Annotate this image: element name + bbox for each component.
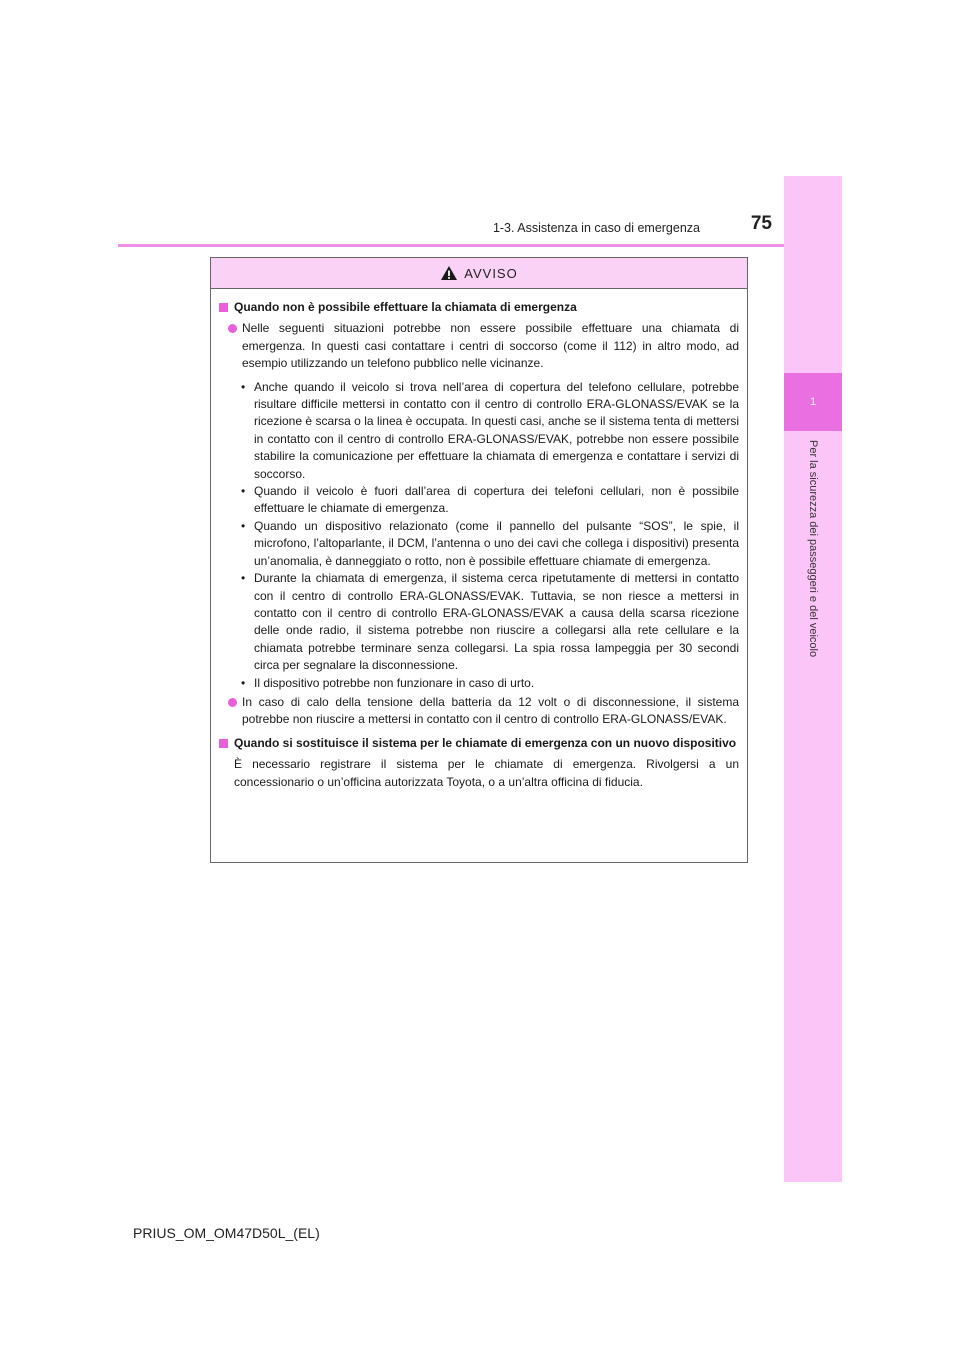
list-item	[241, 379, 739, 483]
list-item-text: Quando il veicolo è fuori dall’area di copertura dei telefoni cellulari, non è possibile effettuare le chiamate di emergenza.	[254, 484, 739, 516]
warning-body	[211, 289, 747, 791]
circle-item	[228, 694, 739, 729]
chapter-number-box	[784, 373, 842, 431]
chapter-side-tab	[784, 176, 842, 1182]
section-heading-text: Quando si sostituisce il sistema per le chiamate di emergenza con un nuovo dispositivo	[234, 735, 737, 750]
list-item	[241, 570, 739, 674]
list-item	[241, 518, 739, 570]
section-heading	[219, 735, 739, 752]
sub-list	[241, 379, 739, 692]
list-item-text: Il dispositivo potrebbe non funzionare in caso di urto.	[254, 675, 535, 690]
list-item-text: Anche quando il veicolo si trova nell’area di copertura del telefono cellulare, potrebbe risultare difficile mettersi in contatto con il centro di controllo ERA-GLONASS/EVAK se la ricezione è scarsa o la linea è occupata. In questi casi, anche se il sistema tenta di mettersi in contatto con il centro di controllo ERA-GLONASS/EVAK, potrebbe non essere possibile stabilire la comunicazione per effettuare la chiamata di emergenza e contattare i servizi di soccorso.	[254, 379, 739, 481]
chapter-title: Per la sicurezza dei passeggeri e del veicolo	[807, 440, 819, 658]
bullet: •	[241, 518, 246, 533]
section-paragraph: È necessario registrare il sistema per le chiamate di emergenza. Rivolgersi a un concessionario o un’officina autorizzata Toyota, o a un’altra officina di fiducia.	[234, 757, 739, 789]
circle-item	[228, 320, 739, 372]
warning-triangle-icon	[440, 265, 458, 281]
circle-item-text: Nelle seguenti situazioni potrebbe non essere possibile effettuare una chiamata di emergenza. In questi casi contattare i centri di soccorso (come il 112) in altro modo, ad esempio utilizzando un telefono pubblico nelle vicinanze.	[242, 321, 739, 371]
list-item-text: Durante la chiamata di emergenza, il sistema cerca ripetutamente di mettersi in contatto con il centro di controllo ERA-GLONASS/EVAK. Tuttavia, se non riesce a mettersi in contatto con il centro di controllo ERA-GLONASS/EVAK a causa della scarsa ricezione delle onde radio, il sistema potrebbe non riuscire a collegarsi alla rete cellulare e la chiamata potrebbe terminare senza collegarsi. La spia rossa lampeggia per 30 secondi circa per segnalare la disconnessione.	[254, 571, 739, 673]
warning-box	[210, 257, 748, 863]
document-code: PRIUS_OM_OM47D50L_(EL)	[133, 1225, 320, 1241]
bullet: •	[241, 379, 246, 394]
circle-item-text: In caso di calo della tensione della batteria da 12 volt o di disconnessione, il sistema potrebbe non riuscire a mettersi in contatto con il centro di controllo ERA-GLONASS/EVAK.	[242, 694, 739, 727]
bullet: •	[241, 675, 246, 690]
page-number: 75	[750, 213, 772, 234]
list-item	[241, 675, 739, 692]
section-title: 1-3. Assistenza in caso di emergenza	[492, 221, 700, 235]
bullet: •	[241, 571, 246, 586]
section-heading	[219, 299, 739, 316]
circle-bullet-icon	[228, 324, 237, 333]
list-item-text: Quando un dispositivo relazionato (come il pannello del pulsante “SOS”, le spie, il microfono, l’altoparlante, il DCM, l’antenna o uno dei cavi che collega i dispositivi) presenta un’anomalia, è danneggiato o rotto, non è possibile effettuare chiamate di emergenza.	[254, 518, 739, 568]
list-item	[241, 483, 739, 518]
section-heading-text: Quando non è possibile effettuare la chiamata di emergenza	[234, 300, 577, 314]
square-bullet-icon	[219, 739, 228, 748]
header-rule	[118, 244, 840, 247]
bullet: •	[241, 484, 246, 499]
warning-header	[211, 258, 747, 289]
chapter-number: 1	[809, 396, 817, 408]
warning-title: AVVISO	[464, 265, 518, 281]
circle-bullet-icon	[228, 698, 237, 707]
square-bullet-icon	[219, 303, 228, 312]
